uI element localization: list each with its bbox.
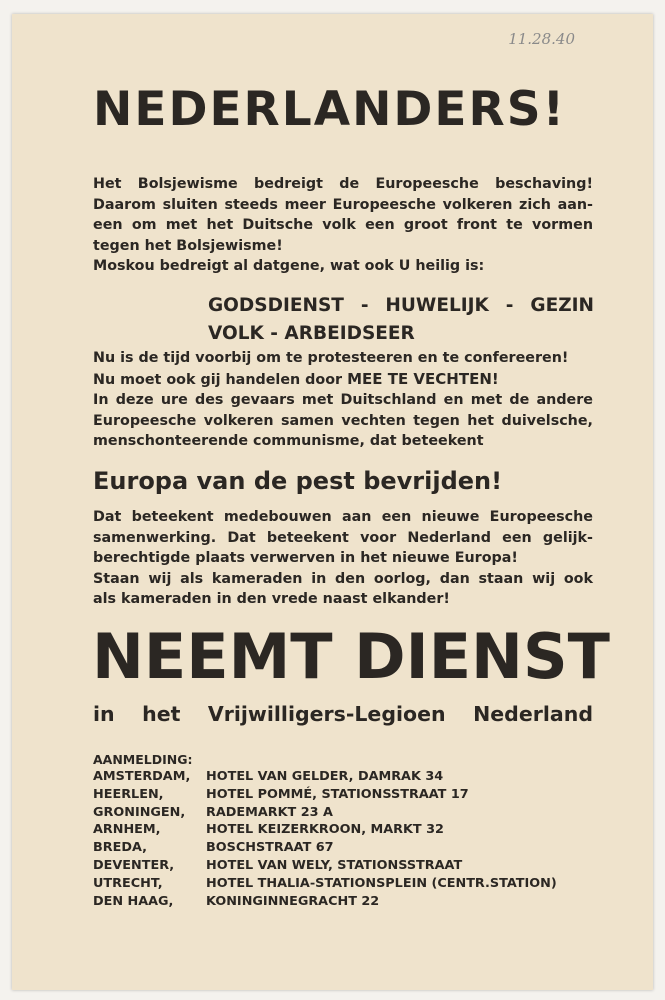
meaning-line: samenwerking. Dat beteekent voor Nederland een gelijk- xyxy=(93,529,593,546)
registration-entry xyxy=(93,839,613,857)
registration-entry xyxy=(93,804,613,822)
registration-entry xyxy=(93,875,613,893)
registration-city: UTRECHT, xyxy=(93,875,163,891)
call-paragraph xyxy=(93,348,593,452)
headline: NEDERLANDERS! xyxy=(93,82,567,137)
intro-line: Het Bolsjewisme bedreigt de Europeesche beschaving! xyxy=(93,176,593,192)
registration-address: RADEMARKT 23 A xyxy=(206,804,333,820)
call-line: Nu is de tijd voorbij om te protesteeren en te confereeren! xyxy=(93,350,569,366)
registration-city: GRONINGEN, xyxy=(93,804,186,820)
intro-line: een om met het Duitsche volk een groot front te vormen xyxy=(93,217,593,233)
registration-entry xyxy=(93,821,613,839)
registration-address: KONINGINNEGRACHT 22 xyxy=(206,893,380,909)
registration-city: ARNHEM, xyxy=(93,822,161,838)
registration-address: HOTEL VAN WELY, STATIONSSTRAAT xyxy=(206,857,463,873)
legion-subheading: in het Vrijwilligers-Legioen Nederland xyxy=(93,702,593,726)
call-line: Europeesche volkeren samen vechten tegen het duivelsche, xyxy=(93,412,593,429)
registration-city: DEVENTER, xyxy=(93,857,175,873)
call-line: menschonteerende communisme, dat beteekent xyxy=(93,433,484,449)
values-line: VOLK - ARBEIDSEER xyxy=(208,323,415,344)
registration-city: HEERLEN, xyxy=(93,786,164,802)
registration-address: HOTEL THALIA-STATIONSPLEIN (CENTR.STATION) xyxy=(206,875,557,891)
registration-address: HOTEL POMMÉ, STATIONSSTRAAT 17 xyxy=(206,786,469,802)
values-list xyxy=(208,292,594,348)
intro-line: tegen het Bolsjewisme! xyxy=(93,237,283,254)
registration-entry xyxy=(93,857,613,875)
call-line: In deze ure des gevaars met Duitschland en met de andere xyxy=(93,392,593,408)
slogan: Europa van de pest bevrijden! xyxy=(93,467,503,495)
call-line-emphasis: MEE TE VECHTEN! xyxy=(347,369,499,388)
intro-line: Daarom sluiten steeds meer Europeesche volkeren zich aan- xyxy=(93,196,593,213)
cta-heading: NEEMT DIENST xyxy=(92,620,610,693)
meaning-paragraph xyxy=(93,507,593,610)
meaning-line: als kameraden in den vrede naast elkander! xyxy=(93,591,450,607)
call-line-prefix: Nu moet ook gij handelen door xyxy=(93,371,348,388)
intro-line: Moskou bedreigt al datgene, wat ook U heilig is: xyxy=(93,258,485,274)
call-line xyxy=(93,369,593,391)
values-line: GODSDIENST - HUWELIJK - GEZIN xyxy=(208,295,594,316)
registration-address: HOTEL VAN GELDER, DAMRAK 34 xyxy=(206,769,444,784)
registration-city: DEN HAAG, xyxy=(93,893,174,909)
poster-sheet xyxy=(12,14,653,990)
intro-paragraph xyxy=(93,174,593,277)
registration-address: BOSCHSTRAAT 67 xyxy=(206,840,334,856)
registration-city: BREDA, xyxy=(93,840,147,856)
registration-entry xyxy=(93,893,613,911)
handwritten-annotation: 11.28.40 xyxy=(508,30,575,48)
registration-address: HOTEL KEIZERKROON, MARKT 32 xyxy=(206,822,444,838)
registration-entry xyxy=(93,786,613,804)
meaning-line: Staan wij als kameraden in den oorlog, dan staan wij ook xyxy=(93,570,593,587)
registration-list xyxy=(93,768,613,910)
meaning-line: berechtigde plaats verwerven in het nieuwe Europa! xyxy=(93,550,518,566)
registration-entry xyxy=(93,768,613,786)
registration-city: AMSTERDAM, xyxy=(93,769,191,784)
registration-title: AANMELDING: xyxy=(93,752,193,767)
meaning-line: Dat beteekent medebouwen aan een nieuwe Europeesche xyxy=(93,509,593,525)
